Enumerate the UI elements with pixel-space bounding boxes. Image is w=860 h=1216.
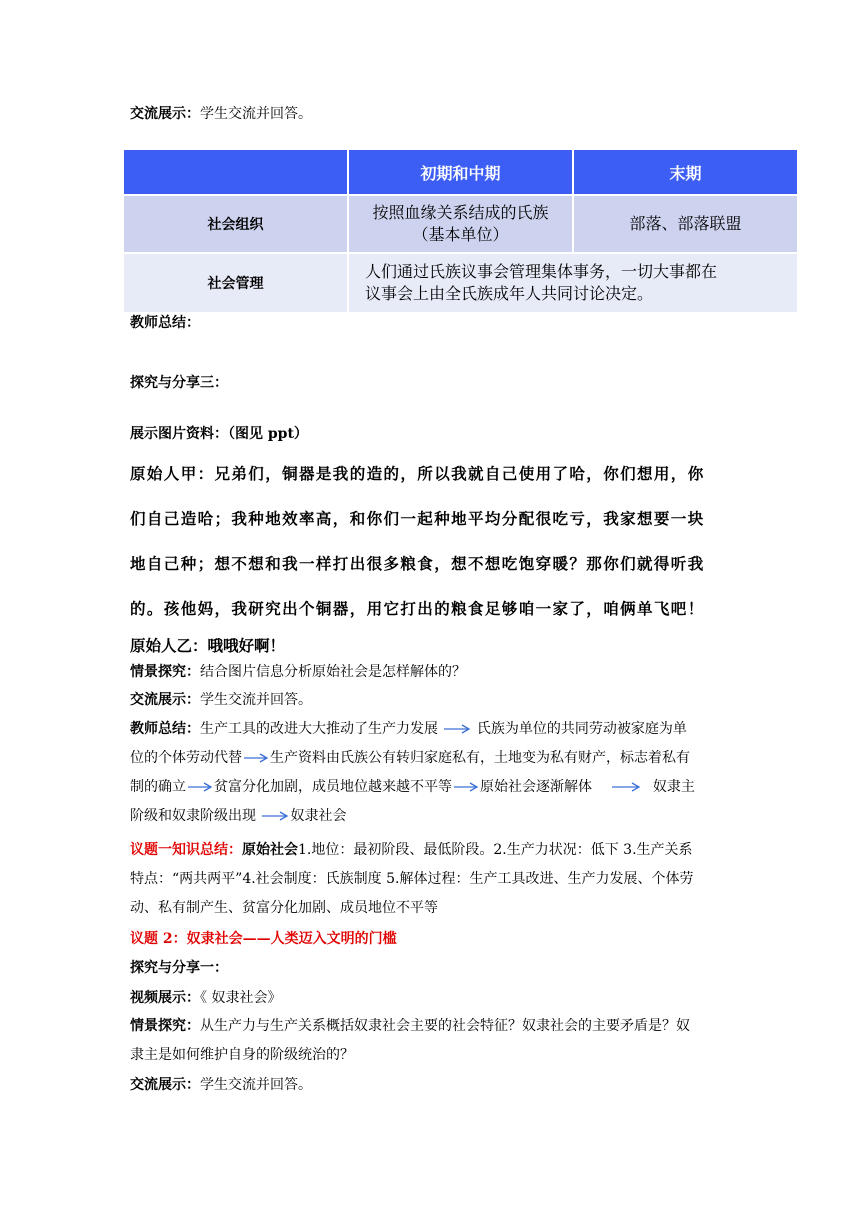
society-table xyxy=(124,150,797,312)
summary-text: 奴隶主 xyxy=(652,779,695,795)
exchange-line-2 xyxy=(130,1075,312,1095)
scenario-line-1 xyxy=(130,662,466,682)
dialogue-line-2: 们自己造哈；我种地效率高，和你们一起种地平均分配很吃亏，我家想要一块 xyxy=(130,510,705,528)
arrow-right-icon xyxy=(260,810,290,822)
topic1-summary-label: 议题一知识总结： xyxy=(130,842,242,858)
dialogue-line-1: 原始人甲：兄弟们，铜器是我的造的，所以我就自己使用了哈，你们想用，你 xyxy=(130,465,705,483)
video-line xyxy=(130,988,281,1008)
video-label: 视频展示： xyxy=(130,990,200,1006)
summary-text: 生产资料由氏族公有转归家庭私有，土地变为私有财产，标志着私有 xyxy=(270,750,690,766)
exchange-label: 交流展示： xyxy=(130,692,200,708)
exchange-text: 学生交流并回答。 xyxy=(200,106,312,122)
arrow-right-icon xyxy=(442,723,472,735)
row-label-management: 社会管理 xyxy=(124,254,347,312)
summary-line-3 xyxy=(130,777,695,797)
row-organization-late: 部落、部落联盟 xyxy=(574,196,797,252)
teacher-summary-label: 教师总结： xyxy=(130,721,200,737)
topic2-heading: 议题 2：奴隶社会——人类迈入文明的门槛 xyxy=(130,931,397,947)
row-management-merged: 人们通过氏族议事会管理集体事务，一切大事都在 议事会上由全氏族成年人共同讨论决定。 xyxy=(349,254,797,312)
table-header-blank xyxy=(124,150,347,194)
topic1-summary-line-2: 特点：“两共两平”4.社会制度：氏族制度 5.解体过程：生产工具改进、生产力发展、个体劳 xyxy=(130,871,694,887)
arrow-right-icon xyxy=(602,781,648,793)
video-text: 《 奴隶社会》 xyxy=(200,990,282,1006)
topic1-summary-line-3: 动、私有制产生、贫富分化加剧、成员地位不平等 xyxy=(130,900,438,916)
exchange-text: 学生交流并回答。 xyxy=(200,1077,312,1093)
summary-line-1 xyxy=(130,719,687,739)
topic1-summary-line-1 xyxy=(130,840,693,860)
row-label-organization: 社会组织 xyxy=(124,196,347,252)
summary-text: 生产工具的改进大大推动了生产力发展 xyxy=(200,721,438,737)
exchange-label: 交流展示： xyxy=(130,106,200,122)
exchange-line-1 xyxy=(130,690,312,710)
summary-line-2 xyxy=(130,748,690,768)
dialogue-line-5: 原始人乙：哦哦好啊！ xyxy=(130,637,286,655)
summary-text: 制的确立 xyxy=(130,779,186,795)
summary-text: 原始社会逐渐解体 xyxy=(480,779,592,795)
exchange-text: 学生交流并回答。 xyxy=(200,692,312,708)
scenario2-label: 情景探究： xyxy=(130,1018,200,1034)
table-header-late: 末期 xyxy=(574,150,797,194)
show-pictures: 展示图片资料：（图见 ppt） xyxy=(130,426,308,442)
table-header-early: 初期和中期 xyxy=(349,150,572,194)
dialogue-line-4: 的。孩他妈，我研究出个铜器，用它打出的粮食足够咱一家了，咱俩单飞吧！ xyxy=(130,600,705,618)
exchange-line-top xyxy=(130,104,312,124)
summary-text: 位的个体劳动代替 xyxy=(130,750,242,766)
explore-share-1: 探究与分享一： xyxy=(130,960,228,976)
arrow-right-icon xyxy=(242,752,270,764)
summary-text: 贫富分化加剧，成员地位越来越不平等 xyxy=(214,779,452,795)
scenario-label: 情景探究： xyxy=(130,664,200,680)
topic1-summary-text: 1.地位：最初阶段、最低阶段。2.生产力状况：低下 3.生产关系 xyxy=(298,842,693,858)
teacher-summary-heading: 教师总结： xyxy=(130,315,200,331)
arrow-right-icon xyxy=(186,781,214,793)
row-organization-early: 按照血缘关系结成的氏族 （基本单位） xyxy=(349,196,572,252)
scenario2-text: 从生产力与生产关系概括奴隶社会主要的社会特征？奴隶社会的主要矛盾是？奴 xyxy=(200,1018,690,1034)
dialogue-line-3: 地自己种；想不想和我一样打出很多粮食，想不想吃饱穿暖？那你们就得听我 xyxy=(130,555,705,573)
summary-line-4 xyxy=(130,806,346,826)
scenario-text: 结合图片信息分析原始社会是怎样解体的？ xyxy=(200,664,466,680)
explore-share-3: 探究与分享三： xyxy=(130,375,228,391)
summary-text: 氏族为单位的共同劳动被家庭为单 xyxy=(476,721,687,737)
summary-text: 阶级和奴隶阶级出现 xyxy=(130,808,256,824)
scenario2-line-1 xyxy=(130,1016,690,1036)
exchange-label: 交流展示： xyxy=(130,1077,200,1093)
scenario2-line-2: 隶主是如何维护自身的阶级统治的？ xyxy=(130,1047,354,1063)
summary-text: 奴隶社会 xyxy=(290,808,347,824)
arrow-right-icon xyxy=(452,781,480,793)
topic1-summary-bold: 原始社会 xyxy=(242,842,298,858)
